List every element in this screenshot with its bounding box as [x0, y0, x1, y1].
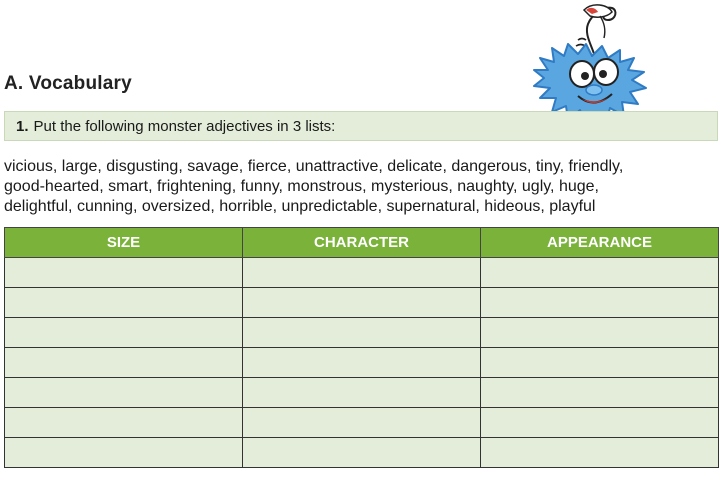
- answer-cell-appearance[interactable]: [481, 408, 719, 438]
- answer-cell-appearance[interactable]: [481, 348, 719, 378]
- header-appearance: APPEARANCE: [481, 228, 719, 258]
- answer-cell-character[interactable]: [243, 348, 481, 378]
- word-list-line: good-hearted, smart, frightening, funny, monstrous, mysterious, naughty, ugly, huge,: [4, 178, 599, 195]
- table-row: [5, 288, 719, 318]
- answer-cell-character[interactable]: [243, 378, 481, 408]
- table-body: [5, 258, 719, 468]
- answer-cell-character[interactable]: [243, 288, 481, 318]
- answer-cell-appearance[interactable]: [481, 288, 719, 318]
- table-header-row: [5, 228, 719, 258]
- answer-cell-appearance[interactable]: [481, 318, 719, 348]
- header-character: CHARACTER: [243, 228, 481, 258]
- section-title: A. Vocabulary: [4, 73, 132, 94]
- answer-cell-appearance[interactable]: [481, 378, 719, 408]
- answer-cell-character[interactable]: [243, 318, 481, 348]
- sorting-table: [4, 227, 719, 468]
- header-size: SIZE: [5, 228, 243, 258]
- answer-cell-appearance[interactable]: [481, 258, 719, 288]
- table-row: [5, 408, 719, 438]
- answer-cell-size[interactable]: [5, 408, 243, 438]
- table-row: [5, 348, 719, 378]
- table-row: [5, 318, 719, 348]
- answer-cell-character[interactable]: [243, 258, 481, 288]
- answer-cell-size[interactable]: [5, 348, 243, 378]
- answer-cell-size[interactable]: [5, 258, 243, 288]
- word-list-line: delightful, cunning, oversized, horrible, unpredictable, supernatural, hideous, playful: [4, 198, 596, 215]
- word-list-line: vicious, large, disgusting, savage, fierce, unattractive, delicate, dangerous, tiny, friendly,: [4, 158, 624, 175]
- exercise-instruction: Put the following monster adjectives in 3 lists:: [33, 117, 336, 135]
- answer-cell-character[interactable]: [243, 438, 481, 468]
- table-row: [5, 438, 719, 468]
- table-row: [5, 258, 719, 288]
- answer-cell-character[interactable]: [243, 408, 481, 438]
- answer-cell-size[interactable]: [5, 288, 243, 318]
- adjective-word-list: [4, 157, 720, 217]
- table-row: [5, 378, 719, 408]
- answer-cell-size[interactable]: [5, 438, 243, 468]
- answer-cell-appearance[interactable]: [481, 438, 719, 468]
- answer-cell-size[interactable]: [5, 318, 243, 348]
- exercise-number: 1.: [16, 117, 29, 135]
- instruction-bar: [4, 111, 718, 141]
- answer-cell-size[interactable]: [5, 378, 243, 408]
